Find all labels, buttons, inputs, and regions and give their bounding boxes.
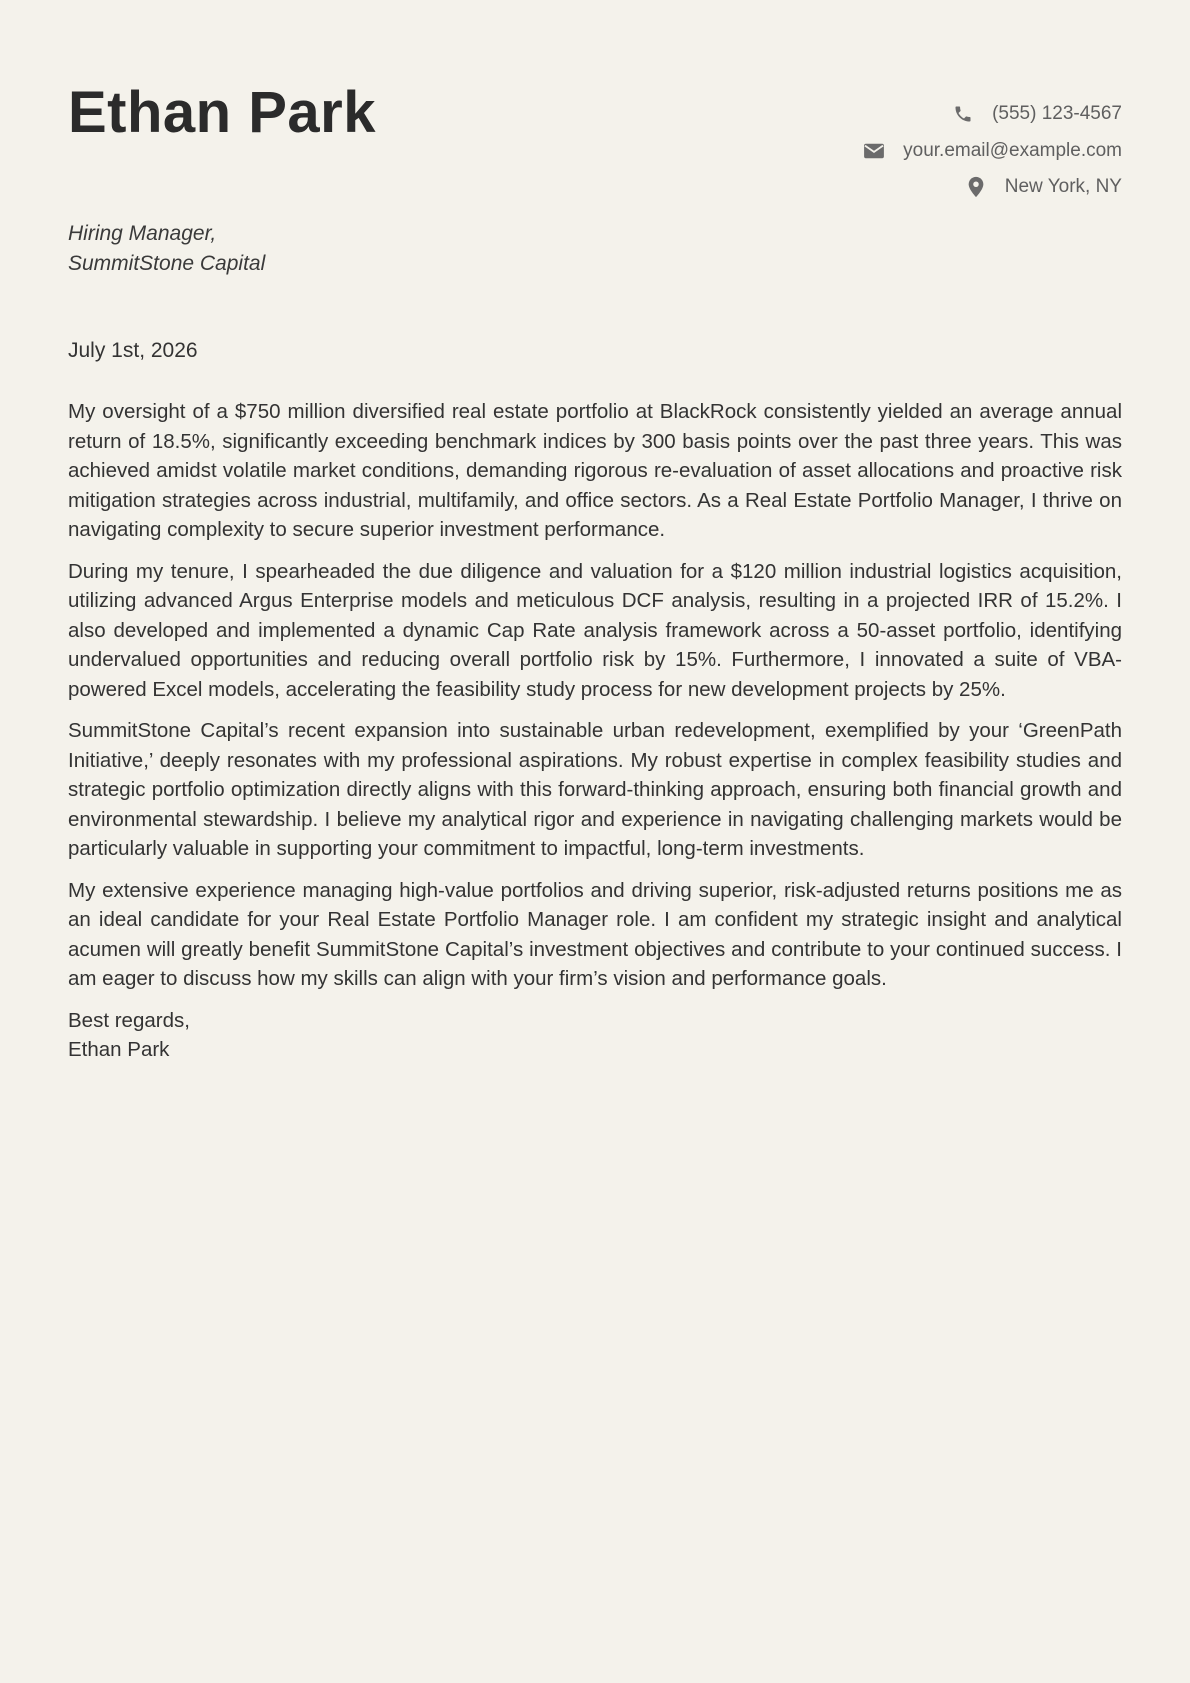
contact-location: New York, NY (1004, 176, 1122, 198)
contact-email: your.email@example.com (903, 139, 1122, 161)
contact-phone-row (863, 96, 1122, 133)
letter-date: July 1st, 2026 (68, 339, 198, 362)
envelope-icon (863, 140, 885, 162)
map-pin-icon (965, 176, 987, 198)
recipient-line-2: SummitStone Capital (68, 251, 266, 275)
applicant-name: Ethan Park (68, 80, 376, 145)
letter-body (68, 397, 1122, 1065)
letter-header (68, 0, 1122, 200)
closing-signature: Ethan Park (68, 1038, 170, 1061)
body-paragraph-3: SummitStone Capital’s recent expansion into sustainable urban redevelopment, exemplified by your ‘GreenPath Initiative,’ deeply resonates with my professional aspirations. My robust expertise in complex feasibility studies and strategic portfolio optimization directly aligns with this forward-thinking approach, ensuring both financial growth and environmental stewardship. I believe my analytical rigor and experience in navigating challenging markets would be particularly valuable in supporting your commitment to impactful, long-term investments. (68, 719, 1122, 860)
contact-block (863, 96, 1122, 206)
recipient-block (68, 219, 265, 278)
contact-location-row (863, 169, 1122, 206)
closing-block (68, 1006, 1122, 1065)
body-paragraph-1: My oversight of a $750 million diversified real estate portfolio at BlackRock consistently yielded an average annual return of 18.5%, significantly exceeding benchmark indices by 300 basis points over the past three years. This was achieved amidst volatile market conditions, demanding rigorous re-evaluation of asset allocations and proactive risk mitigation strategies across industrial, multifamily, and office sectors. As a Real Estate Portfolio Manager, I thrive on navigating complexity to secure superior investment performance. (68, 400, 1122, 541)
phone-icon (952, 103, 974, 125)
contact-email-row (863, 133, 1122, 170)
recipient-line-1: Hiring Manager, (68, 222, 217, 245)
closing-salutation: Best regards, (68, 1008, 190, 1032)
contact-phone: (555) 123-4567 (992, 103, 1122, 125)
body-paragraph-4: My extensive experience managing high-value portfolios and driving superior, risk-adjusted returns positions me as an ideal candidate for your Real Estate Portfolio Manager role. I am confident my strategic insight and analytical acumen will greatly benefit SummitStone Capital’s investment objectives and contribute to your continued success. I am eager to discuss how my skills can align with your firm’s vision and performance goals. (68, 878, 1122, 990)
body-paragraph-2: During my tenure, I spearheaded the due diligence and valuation for a $120 million industrial logistics acquisition, utilizing advanced Argus Enterprise models and meticulous DCF analysis, resulting in a projected IRR of 15.2%. I also developed and implemented a dynamic Cap Rate analysis framework across a 50-asset portfolio, identifying undervalued opportunities and reducing overall portfolio risk by 15%. Furthermore, I innovated a suite of VBA-powered Excel models, accelerating the feasibility study process for new development projects by 25%. (68, 559, 1122, 701)
